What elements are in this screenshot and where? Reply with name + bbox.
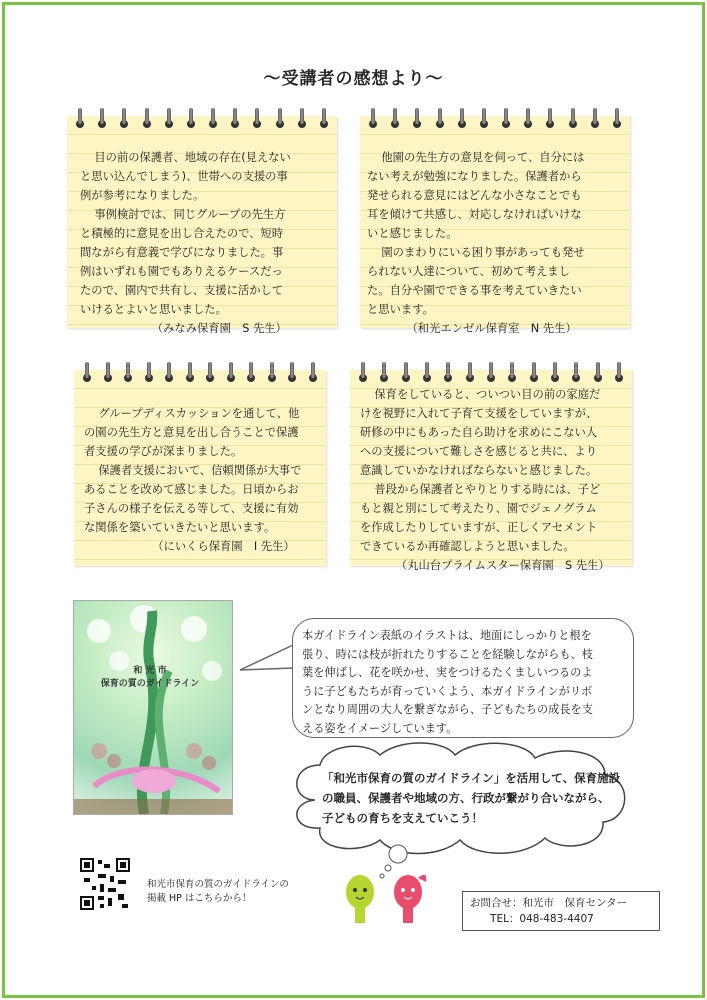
spiral-ring — [550, 362, 560, 382]
spiral-ring — [465, 362, 475, 382]
spiral-ring — [208, 108, 218, 128]
spiral-ring — [267, 362, 277, 382]
spiral-ring — [119, 108, 129, 128]
note-text-3: グループディスカッションを通して、他 の園の先生方と意見を出し合うことで保護 者支援の学びが深まりました。 保護者支援において、信頼関係が大事で あることを改めて感じました。日頃からお 子さんの様子を伝える等して、支援に有効 な関係を築いていきたいと思います。 （にいくら保育園 I 先生） — [84, 407, 302, 553]
spiral-ring — [571, 362, 581, 382]
contact-info: お問合せ：和光市 保育センター TEL：048-483-4407 — [470, 897, 628, 925]
spiral-ring — [443, 362, 453, 382]
spiral-ring — [507, 362, 517, 382]
cloud-message: 「和光市保育の質のガイドライン」を活用して、保育施設 の職員、保護者や地域の方、行政が繋がり合いながら、 子どもの育ちを支えていこう！ — [322, 771, 621, 825]
spiral-binding — [368, 108, 622, 130]
spiral-ring — [287, 362, 297, 382]
spiral-ring — [390, 108, 400, 128]
spiral-ring — [319, 108, 329, 128]
spiral-ring — [401, 362, 411, 382]
spiral-ring — [379, 362, 389, 382]
spiral-ring — [246, 362, 256, 382]
spiral-ring — [123, 362, 133, 382]
spiral-ring — [457, 108, 467, 128]
note-text-1: 目の前の保護者、地域の存在(見えない と思い込んでしまう)、世帯への支援の事 例が参考になりました。 事例検討では、同じグループの先生方 と積極的に意見を出し合えたので、短時 間ながら有意義で学びになりました。事 例はいずれも園でもありえるケースだっ たので、園内で共有し、支援に活かして いけるとよいと思いました。 （みなみ保育園 S 先生） — [80, 151, 291, 335]
spiral-ring — [226, 362, 236, 382]
mascot-characters — [338, 842, 438, 932]
spiral-ring — [103, 362, 113, 382]
spiral-ring — [568, 108, 578, 128]
cover-title-line1: 和 光 市 — [133, 666, 167, 676]
speech-bubble-text: 本ガイドライン表紙のイラストは、地面にしっかりと根を 張り、時には枝が折れたりすることを経験しながらも、枝 葉を伸ばし、花を咲かせ、実をつけるたくましいつるのよ うに子どもたちが育っていくよう、本ガイドラインがリボ ンとなり周囲の大人を繋ぎながら、子どもたちの成長を支 える姿をイメージしています。 — [302, 629, 593, 735]
qr-code[interactable] — [80, 858, 130, 910]
page-title: 〜受講者の感想より〜 — [263, 69, 444, 89]
qr-caption: 和光市保育の質のガイドラインの 掲載 HP はこちらから！ — [147, 879, 289, 904]
spiral-ring — [501, 108, 511, 128]
spiral-ring — [230, 108, 240, 128]
spiral-binding — [75, 108, 329, 130]
spiral-ring — [186, 108, 196, 128]
spiral-binding — [358, 362, 624, 384]
spiral-ring — [523, 108, 533, 128]
note-text-2: 他園の先生方の意見を伺って、自分には ない考えが勉強になりました。保護者から 発せられる意見にはどんな小さなことでも 耳を傾けて共感し、対応しなければいけな いと感じました。 園のまわりにいる困り事があっても発せ られない人達について、初めて考えまし た。自分や園でできる事を考えていきたい と思います。 （和光エンゼル保育室 N 先生） — [367, 151, 585, 335]
guideline-cover-illustration — [73, 600, 233, 815]
spiral-ring — [593, 362, 603, 382]
spiral-ring — [529, 362, 539, 382]
spiral-ring — [545, 108, 555, 128]
spiral-ring — [205, 362, 215, 382]
spiral-ring — [358, 362, 368, 382]
note-text-4: 保育をしていると、ついつい目の前の家庭だ けを視野に入れて子育て支援をしていますが、 研修の中にもあった自ら助けを求めにこない人 への支援について難しさを感じると共に、より 意識していかなければならないと感じました。 普段から保護者とやりとりする時には、子ど もと親と別にして考えたり、園でジェノグラム を作成したりしていますが、正しくアセメント できているか再確認しようと思いました。 （丸山台プライムスター保育園 S 先生） — [360, 388, 610, 572]
cover-title-line2: 保育の質のガイドライン — [100, 679, 200, 689]
spiral-ring — [185, 362, 195, 382]
spiral-ring — [614, 362, 624, 382]
spiral-ring — [412, 108, 422, 128]
spiral-ring — [82, 362, 92, 382]
spiral-ring — [97, 108, 107, 128]
spiral-ring — [144, 362, 154, 382]
spiral-ring — [164, 108, 174, 128]
spiral-ring — [368, 108, 378, 128]
spiral-ring — [142, 108, 152, 128]
spiral-ring — [308, 362, 318, 382]
spiral-ring — [435, 108, 445, 128]
spiral-ring — [275, 108, 285, 128]
spiral-ring — [612, 108, 622, 128]
spiral-ring — [422, 362, 432, 382]
spiral-ring — [252, 108, 262, 128]
spiral-ring — [590, 108, 600, 128]
speech-bubble-tail — [238, 640, 298, 680]
spiral-ring — [479, 108, 489, 128]
spiral-ring — [75, 108, 85, 128]
spiral-binding — [82, 362, 318, 384]
spiral-ring — [164, 362, 174, 382]
cover-artwork — [74, 601, 232, 814]
spiral-ring — [297, 108, 307, 128]
cover-title — [80, 665, 220, 691]
spiral-ring — [486, 362, 496, 382]
